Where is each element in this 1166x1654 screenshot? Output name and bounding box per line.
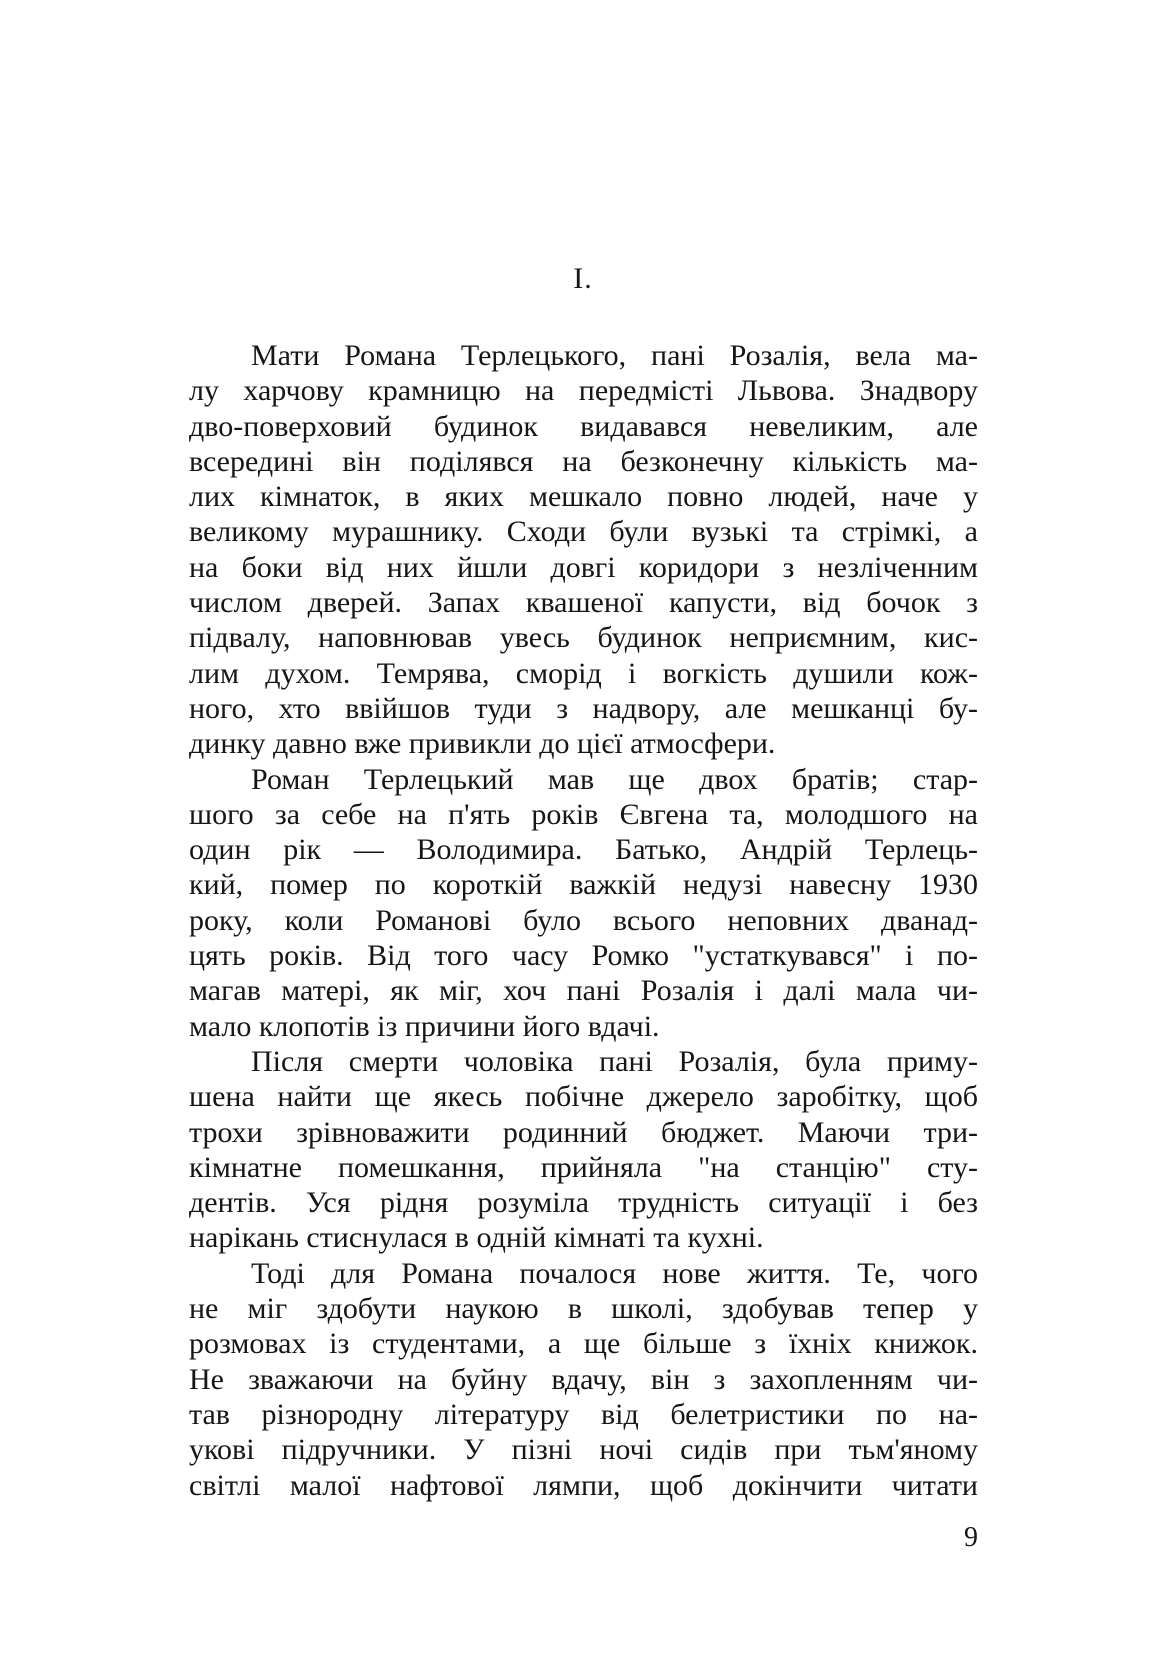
text-line: кий, помер по короткій важкій недузі навесну 1930: [189, 868, 978, 902]
text-line: великому мурашнику. Сходи були вузькі та стрімкі, а: [189, 515, 978, 549]
text-line: всередині він поділявся на безконечну кількість ма-: [189, 444, 978, 478]
text-line: Роман Терлецький мав ще двох братів; стар-: [251, 762, 978, 796]
chapter-number: I.: [573, 262, 593, 295]
page-number: 9: [964, 1522, 978, 1553]
text-line: світлі малої нафтової лямпи, щоб докінчити читати: [189, 1468, 978, 1502]
text-line: динку давно вже привикли до цієї атмосфери.: [189, 727, 776, 761]
text-line: дво-поверховий будинок видавався невеликим, але: [189, 409, 978, 443]
text-line: лим духом. Темрява, сморід і вогкість душили кож-: [189, 656, 978, 690]
text-line: Мати Романа Терлецького, пані Розалія, вела ма-: [251, 339, 978, 372]
text-line: кімнатне помешкання, прийняла "на станцію" сту-: [189, 1150, 978, 1184]
text-line: Не зважаючи на буйну вдачу, він з захопленням чи-: [189, 1362, 978, 1396]
text-line: числом дверей. Запах квашеної капусти, від бочок з: [189, 586, 978, 620]
text-line: мало клопотів із причини його вдачі.: [189, 1009, 660, 1043]
text-line: підвалу, наповнював увесь будинок неприємним, кис-: [189, 621, 978, 655]
text-line: тав різнородну літературу від белетристики по на-: [189, 1397, 978, 1431]
text-line: лу харчову крамницю на передмісті Львова. Знадвору: [189, 374, 978, 408]
text-line: шена найти ще якесь побічне джерело заробітку, щоб: [189, 1080, 978, 1114]
text-line: розмовах із студентами, а ще більше з їхніх книжок.: [189, 1327, 978, 1361]
text-line: трохи зрівноважити родинний бюджет. Маючи три-: [189, 1115, 978, 1149]
text-line: дентів. Уся рідня розуміла трудність ситуації і без: [189, 1186, 978, 1220]
text-line: цять років. Від того часу Ромко "устаткувався" і по-: [189, 939, 978, 973]
text-line: лих кімнаток, в яких мешкало повно людей, наче у: [189, 480, 978, 514]
text-line: ного, хто ввійшов туди з надвору, але мешканці бу-: [189, 691, 978, 725]
text-line: Тоді для Романа почалося нове життя. Те, чого: [251, 1256, 978, 1290]
text-line: на боки від них йшли довгі коридори з незліченним: [189, 550, 978, 584]
text-line: року, коли Романові було всього неповних дванад-: [189, 903, 978, 937]
body-text: [189, 338, 978, 1503]
text-line: не міг здобути наукою в школі, здобував тепер у: [189, 1292, 978, 1326]
text-line: нарікань стиснулася в одній кімнаті та кухні.: [189, 1221, 764, 1255]
text-line: Після смерти чоловіка пані Розалія, була приму-: [251, 1044, 978, 1078]
text-line: укові підручники. У пізні ночі сидів при тьм'яному: [189, 1433, 978, 1467]
text-line: один рік — Володимира. Батько, Андрій Терлець-: [189, 833, 978, 867]
text-line: магав матері, як міг, хоч пані Розалія і далі мала чи-: [189, 974, 978, 1008]
text-line: шого за себе на п'ять років Євгена та, молодшого на: [189, 797, 978, 831]
